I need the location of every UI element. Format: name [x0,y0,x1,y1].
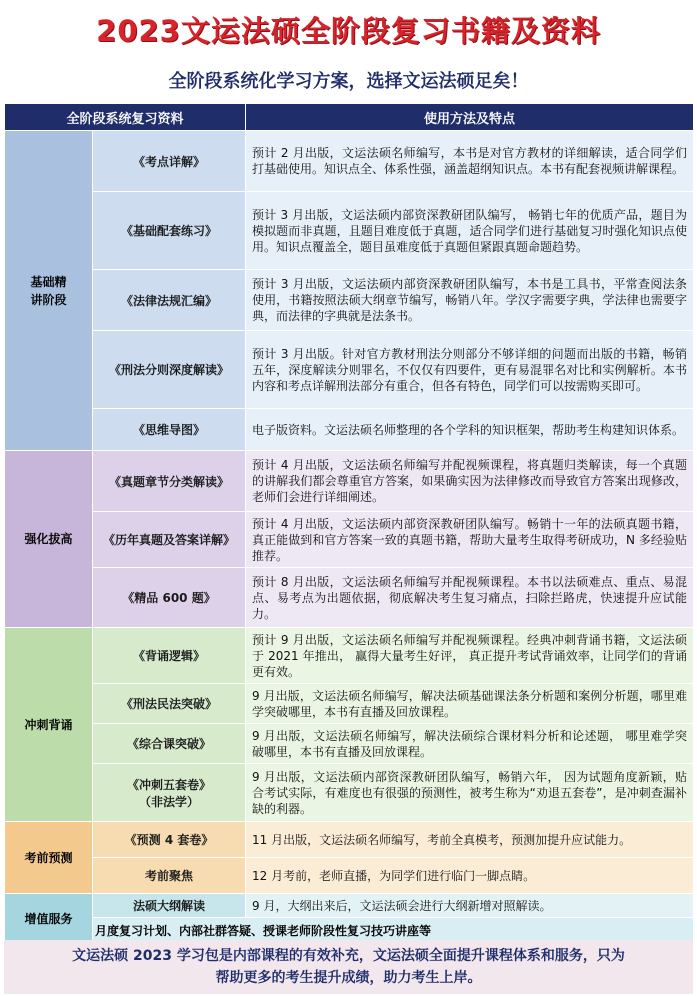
book-title: 法硕大纲解读 [93,894,246,918]
stage-label-prediction: 考前预测 [5,822,93,894]
stage-advanced [5,451,694,628]
book-description: 预计 8 月出版，文运法硕名师编写并配视频课程。本书以法硕难点、重点、易混点、易考点为出题依据，彻底解决考生复习痛点，扫除拦路虎，快速提升应试能力。 [246,568,694,628]
stage-label-sprint: 冲刺背诵 [5,628,93,822]
book-description: 9 月出版，文运法硕内部资深教研团队编写，畅销六年， 因为试题角度新颖，贴合考试实际，有难度也有很强的预测性，被考生称为“劝退五套卷”，是冲刺查漏补缺的利器。 [246,764,694,822]
book-description: 9 月出版，文运法硕名师编写，解决法硕综合课材料分析和论述题， 哪里难学突破哪里，本书有直播及回放课程。 [246,724,694,764]
book-description: 预计 3 月出版。针对官方教材刑法分则部分不够详细的问题而出版的书籍，畅销五年，深度解读分则罪名，不仅仅有四要件，更有易混罪名对比和实例解析。本书内容和考点详解刑法部分有重合，但各有特色，同学们可以按需购买即可。 [246,331,694,409]
book-title: 《刑法民法突破》 [93,684,246,724]
book-description: 9 月出版，文运法硕名师编写，解决法硕基础课法条分析题和案例分析题，哪里难学突破哪里，本书有直播及回放课程。 [246,684,694,724]
book-title: 《刑法分则深度解读》 [93,331,246,409]
book-title [93,764,246,822]
book-title: 《精品 600 题》 [93,568,246,628]
header-materials: 全阶段系统复习资料 [5,104,246,131]
page-title: 2023文运法硕全阶段复习书籍及资料 [96,14,601,48]
footer-line2: 帮助更多的考生提升成绩，助力考生上岸。 [215,970,482,986]
services-extra: 月度复习计划、内部社群答疑、授课老师阶段性复习技巧讲座等 [93,918,694,944]
stage-services [5,894,694,944]
header-usage: 使用方法及特点 [246,104,694,131]
footer-line1: 文运法硕 2023 学习包是内部课程的有效补充，文运法硕全面提升课程体系和服务，只为 [72,948,625,964]
book-title: 《考点详解》 [93,131,246,192]
stage-prediction [5,822,694,894]
book-description: 预计 9 月出版，文运法硕名师编写并配视频课程。经典冲刺背诵书籍，文运法硕于 2021 年推出， 赢得大量考生好评， 真正提升考试背诵效率，让同学们的背诵更有效。 [246,628,694,684]
book-title: 《历年真题及答案详解》 [93,512,246,568]
footer-note [4,940,693,994]
book-title: 《综合课突破》 [93,724,246,764]
book-description: 预计 2 月出版，文运法硕名师编写，本书是对官方教材的详细解读，适合同学们打基础使用。知识点全、体系性强，涵盖超纲知识点。本书有配套视频讲解课程。 [246,131,694,192]
book-title: 《真题章节分类解读》 [93,451,246,512]
page-subtitle: 全阶段系统化学习方案，选择文运法硕足矣！ [168,71,529,92]
book-title-line2: （非法学） [139,794,200,809]
book-description: 预计 4 月出版，文运法硕名师编写并配视频课程，将真题归类解读，每一个真题的讲解我们都会尊重官方答案，如果确实因为法律修改而导致官方答案出现修改，老师们会进行详细阐述。 [246,451,694,512]
book-description: 11 月出版，文运法硕名师编写，考前全真模考，预测加提升应试能力。 [246,822,694,858]
book-description: 预计 3 月出版，文运法硕内部资深教研团队编写， 畅销七年的优质产品，题目为模拟题而非真题，且题目难度低于真题，适合同学们进行基础复习时强化知识点使用。知识点覆盖全，题目虽难度低于真题但紧跟真题命题趋势。 [246,192,694,270]
book-description: 9 月，大纲出来后，文运法硕会进行大纲新增对照解读。 [246,894,694,918]
stage-label-services: 增值服务 [5,894,93,944]
book-description: 预计 4 月出版，文运法硕内部资深教研团队编写。畅销十一年的法硕真题书籍，真正能做到和官方答案一致的真题书籍，帮助大量考生取得考研成功，N 多经验贴推荐。 [246,512,694,568]
stage-sprint [5,628,694,822]
book-description: 12 月考前，老师直播，为同学们进行临门一脚点睛。 [246,858,694,894]
book-title: 《预测 4 套卷》 [93,822,246,858]
book-description: 预计 3 月出版，文运法硕内部资深教研团队编写，本书是工具书，平常查阅法条使用，书籍按照法硕大纲章节编写，畅销八年。学汉字需要字典，学法律也需要字典，而法律的字典就是法条书。 [246,270,694,331]
materials-table [4,103,694,944]
stage-label-basic: 基础精讲阶段 [5,131,93,451]
book-title: 《基础配套练习》 [93,192,246,270]
stage-label-advanced: 强化拔高 [5,451,93,628]
book-description: 电子版资料。文运法硕名师整理的各个学科的知识框架，帮助考生构建知识体系。 [246,409,694,451]
book-title-line1: 《冲刺五套卷》 [127,777,212,792]
book-title: 考前聚焦 [93,858,246,894]
book-title: 《思维导图》 [93,409,246,451]
stage-basic [5,131,694,451]
book-title: 《背诵逻辑》 [93,628,246,684]
book-title: 《法律法规汇编》 [93,270,246,331]
